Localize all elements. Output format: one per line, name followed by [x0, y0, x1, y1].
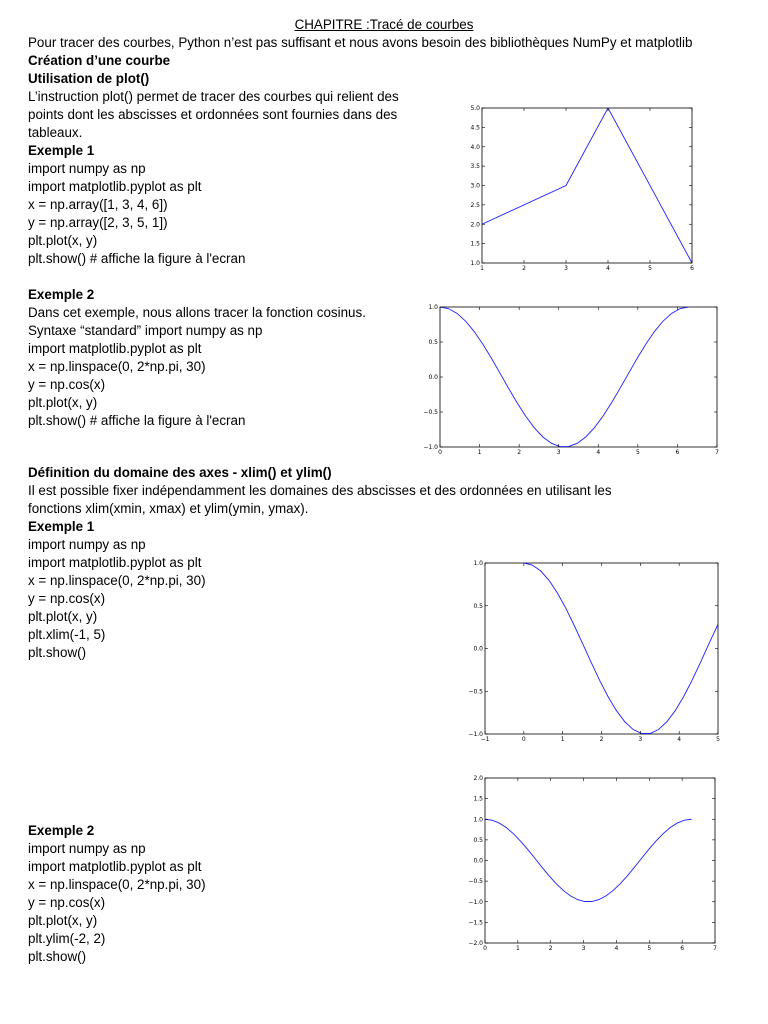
- x-tick-label: 5: [647, 945, 652, 952]
- x-tick-label: 4: [606, 265, 610, 272]
- paragraph-line: tableaux.: [28, 125, 83, 140]
- y-tick-label: 0.0: [473, 645, 483, 653]
- example-2-label: Exemple 2: [28, 287, 95, 302]
- x-tick-label: 2: [522, 265, 526, 272]
- x-tick-label: 1: [480, 265, 484, 272]
- line-chart-plot-example: [455, 98, 720, 273]
- cosine-chart: [402, 301, 722, 456]
- x-tick-label: 0: [521, 736, 526, 743]
- y-tick-label: 1.5: [470, 240, 480, 248]
- y-tick-label: 2.5: [470, 201, 480, 209]
- code-line: plt.plot(x, y): [28, 395, 98, 410]
- x-tick-label: −1: [480, 736, 490, 743]
- code-line: x = np.linspace(0, 2*np.pi, 30): [28, 359, 206, 374]
- x-tick-label: 3: [581, 945, 586, 952]
- y-tick-label: −0.5: [468, 688, 483, 696]
- x-tick-label: 4: [614, 945, 619, 952]
- code-line: plt.plot(x, y): [28, 609, 98, 624]
- x-tick-label: 6: [690, 265, 694, 272]
- x-tick-label: 5: [716, 736, 720, 743]
- x-tick-label: 1: [560, 736, 565, 743]
- x-tick-label: 3: [638, 736, 643, 743]
- x-tick-label: 6: [680, 945, 685, 952]
- code-line: y = np.cos(x): [28, 591, 106, 606]
- x-tick-label: 4: [596, 449, 601, 456]
- code-line: import matplotlib.pyplot as plt: [28, 341, 202, 356]
- code-line: plt.show(): [28, 949, 87, 964]
- y-tick-label: −1.0: [423, 444, 438, 451]
- y-tick-label: 1.0: [428, 304, 438, 311]
- plot-frame: [485, 778, 715, 943]
- code-line: import numpy as np: [28, 161, 146, 176]
- code-line: import matplotlib.pyplot as plt: [28, 179, 202, 194]
- y-tick-label: 0.5: [473, 602, 483, 610]
- code-line: plt.xlim(-1, 5): [28, 627, 106, 642]
- section-heading-axes: Définition du domaine des axes - xlim() et ylim(): [28, 465, 332, 480]
- y-tick-label: 0.5: [428, 339, 438, 346]
- example-1-label: Exemple 1: [28, 519, 95, 534]
- y-tick-label: −0.5: [423, 409, 438, 416]
- plot-frame: [482, 108, 692, 263]
- y-tick-label: −1.0: [468, 898, 483, 906]
- y-tick-label: −2.0: [468, 940, 483, 947]
- cosine-chart-ylim: [455, 774, 720, 956]
- x-tick-label: 2: [599, 736, 604, 743]
- code-line: import numpy as np: [28, 537, 146, 552]
- plot-frame: [485, 563, 718, 734]
- intro-text: Pour tracer des courbes, Python n’est pas suffisant et nous avons besoin des bibliothèques NumPy et matplotlib: [28, 35, 693, 50]
- x-tick-label: 2: [548, 945, 553, 952]
- x-tick-label: 6: [675, 449, 680, 456]
- page-title-text: CHAPITRE :Tracé de courbes: [294, 17, 474, 32]
- code-line: y = np.cos(x): [28, 895, 106, 910]
- code-line: plt.show() # affiche la figure à l'ecran: [28, 413, 246, 428]
- paragraph-line: fonctions xlim(xmin, xmax) et ylim(ymin, ymax).: [28, 501, 309, 516]
- x-tick-label: 5: [635, 449, 640, 456]
- y-tick-label: −1.0: [468, 731, 483, 738]
- cosine-chart-xlim: [455, 557, 723, 747]
- y-tick-label: 4.5: [470, 124, 480, 132]
- example-1-label: Exemple 1: [28, 143, 95, 158]
- example-2-label: Exemple 2: [28, 823, 95, 838]
- y-tick-label: −1.5: [468, 919, 483, 927]
- code-line: plt.plot(x, y): [28, 913, 98, 928]
- x-tick-label: 5: [648, 265, 652, 272]
- code-line: plt.show(): [28, 645, 87, 660]
- code-line: y = np.array([2, 3, 5, 1]): [28, 215, 168, 230]
- x-tick-label: 7: [713, 945, 717, 952]
- x-tick-label: 2: [517, 449, 522, 456]
- code-line: import numpy as np: [28, 841, 146, 856]
- code-line: Syntaxe “standard” import numpy as np: [28, 323, 263, 338]
- x-tick-label: 0: [483, 945, 487, 952]
- y-tick-label: 0.5: [473, 836, 483, 844]
- x-tick-label: 0: [438, 449, 442, 456]
- y-tick-label: −0.5: [468, 878, 483, 886]
- y-tick-label: 3.0: [470, 182, 480, 190]
- code-line: x = np.array([1, 3, 4, 6]): [28, 197, 168, 212]
- x-tick-label: 1: [515, 945, 520, 952]
- y-tick-label: 2.0: [473, 775, 483, 782]
- code-line: x = np.linspace(0, 2*np.pi, 30): [28, 573, 206, 588]
- x-tick-label: 7: [715, 449, 719, 456]
- subheading-plot: Utilisation de plot(): [28, 71, 150, 86]
- code-line: import matplotlib.pyplot as plt: [28, 859, 202, 874]
- code-line: plt.show() # affiche la figure à l'ecran: [28, 251, 246, 266]
- paragraph-line: L’instruction plot() permet de tracer des courbes qui relient des: [28, 89, 399, 104]
- y-tick-label: 5.0: [470, 105, 480, 112]
- paragraph-line: Il est possible fixer indépendamment les domaines des abscisses et des ordonnées en utilisant les: [28, 483, 612, 498]
- y-tick-label: 0.0: [428, 374, 438, 381]
- section-heading-creation: Création d’une courbe: [28, 53, 171, 68]
- y-tick-label: 1.0: [470, 260, 480, 267]
- code-line: import matplotlib.pyplot as plt: [28, 555, 202, 570]
- plot-frame: [440, 307, 717, 447]
- paragraph-line: points dont les abscisses et ordonnées sont fournies dans des: [28, 107, 398, 122]
- code-line: Dans cet exemple, nous allons tracer la fonction cosinus.: [28, 305, 366, 320]
- x-tick-label: 3: [556, 449, 561, 456]
- code-line: plt.ylim(-2, 2): [28, 931, 106, 946]
- code-line: y = np.cos(x): [28, 377, 106, 392]
- code-line: x = np.linspace(0, 2*np.pi, 30): [28, 877, 206, 892]
- x-tick-label: 3: [564, 265, 568, 272]
- y-tick-label: 1.0: [473, 560, 483, 567]
- page-title: [0, 16, 768, 34]
- code-line: plt.plot(x, y): [28, 233, 98, 248]
- x-tick-label: 4: [677, 736, 682, 743]
- y-tick-label: 0.0: [473, 857, 483, 865]
- y-tick-label: 3.5: [470, 163, 480, 171]
- y-tick-label: 4.0: [470, 143, 480, 151]
- x-tick-label: 1: [477, 449, 482, 456]
- y-tick-label: 1.5: [473, 795, 483, 803]
- y-tick-label: 1.0: [473, 816, 483, 824]
- y-tick-label: 2.0: [470, 221, 480, 229]
